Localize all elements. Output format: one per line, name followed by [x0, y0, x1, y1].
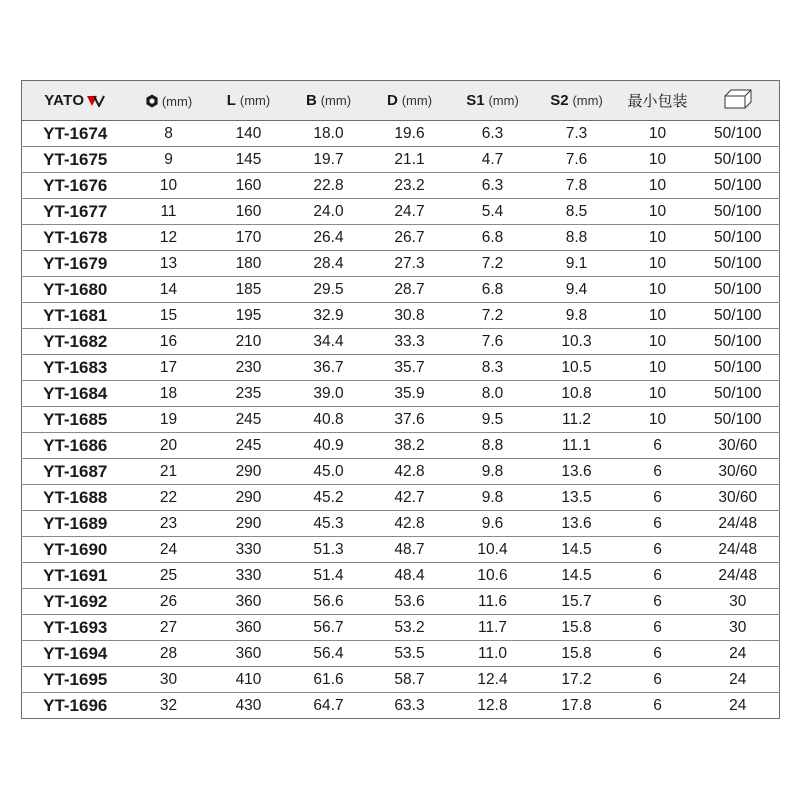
hex-size-cell: 27 — [129, 615, 209, 641]
carton-qty-cell: 24/48 — [697, 563, 780, 589]
dim-s1-cell: 6.8 — [451, 225, 535, 251]
carton-qty-cell: 50/100 — [697, 251, 780, 277]
carton-qty-cell: 30 — [697, 589, 780, 615]
min-pack-cell: 6 — [619, 459, 697, 485]
hex-size-cell: 11 — [129, 199, 209, 225]
hex-size-cell: 22 — [129, 485, 209, 511]
table-row — [22, 121, 780, 147]
table-row — [22, 251, 780, 277]
carton-qty-cell: 50/100 — [697, 277, 780, 303]
dim-s1-cell: 9.6 — [451, 511, 535, 537]
hex-size-cell: 18 — [129, 381, 209, 407]
dim-d-cell: 37.6 — [369, 407, 451, 433]
carton-qty-cell: 30/60 — [697, 485, 780, 511]
model-code-cell: YT-1677 — [22, 199, 129, 225]
hex-size-cell: 12 — [129, 225, 209, 251]
hex-nut-icon — [145, 94, 159, 108]
model-code-cell: YT-1692 — [22, 589, 129, 615]
length-l-cell: 330 — [209, 537, 289, 563]
hex-size-cell: 32 — [129, 693, 209, 719]
header-s1: S1 (mm) — [451, 81, 535, 121]
carton-qty-cell: 24 — [697, 667, 780, 693]
min-pack-cell: 6 — [619, 693, 697, 719]
dim-s2-cell: 14.5 — [535, 563, 619, 589]
dim-s1-cell: 9.8 — [451, 485, 535, 511]
dim-d-cell: 35.7 — [369, 355, 451, 381]
table-row — [22, 511, 780, 537]
model-code-cell: YT-1685 — [22, 407, 129, 433]
hex-size-cell: 16 — [129, 329, 209, 355]
carton-qty-cell: 30 — [697, 615, 780, 641]
dim-b-cell: 36.7 — [289, 355, 369, 381]
min-pack-cell: 6 — [619, 641, 697, 667]
dim-b-cell: 45.3 — [289, 511, 369, 537]
dim-s1-cell: 7.6 — [451, 329, 535, 355]
min-pack-cell: 10 — [619, 225, 697, 251]
model-code-cell: YT-1679 — [22, 251, 129, 277]
dim-s1-cell: 11.7 — [451, 615, 535, 641]
min-pack-cell: 10 — [619, 251, 697, 277]
dim-b-cell: 56.4 — [289, 641, 369, 667]
table-row — [22, 277, 780, 303]
dim-s1-cell: 11.0 — [451, 641, 535, 667]
dim-d-cell: 58.7 — [369, 667, 451, 693]
min-pack-cell: 10 — [619, 303, 697, 329]
model-code-cell: YT-1686 — [22, 433, 129, 459]
dim-s1-cell: 12.8 — [451, 693, 535, 719]
min-pack-cell: 6 — [619, 537, 697, 563]
dim-s2-cell: 17.2 — [535, 667, 619, 693]
brand-name: YATO — [44, 92, 85, 109]
min-pack-cell: 10 — [619, 147, 697, 173]
model-code-cell: YT-1681 — [22, 303, 129, 329]
dim-d-cell: 33.3 — [369, 329, 451, 355]
dim-s1-cell: 10.4 — [451, 537, 535, 563]
table-row — [22, 329, 780, 355]
dim-b-cell: 40.9 — [289, 433, 369, 459]
min-pack-cell: 6 — [619, 563, 697, 589]
dim-s1-cell: 6.3 — [451, 173, 535, 199]
min-pack-cell: 6 — [619, 485, 697, 511]
dim-s2-cell: 9.8 — [535, 303, 619, 329]
hex-size-cell: 9 — [129, 147, 209, 173]
table-row — [22, 563, 780, 589]
dim-d-cell: 35.9 — [369, 381, 451, 407]
hex-size-cell: 20 — [129, 433, 209, 459]
yato-logo — [44, 92, 106, 109]
hex-size-cell: 8 — [129, 121, 209, 147]
model-code-cell: YT-1689 — [22, 511, 129, 537]
table-row — [22, 537, 780, 563]
carton-qty-cell: 24 — [697, 693, 780, 719]
dim-b-cell: 19.7 — [289, 147, 369, 173]
hex-size-cell: 14 — [129, 277, 209, 303]
length-l-cell: 180 — [209, 251, 289, 277]
header-d: D (mm) — [369, 81, 451, 121]
table-row — [22, 589, 780, 615]
carton-qty-cell: 50/100 — [697, 121, 780, 147]
table-row — [22, 173, 780, 199]
dim-s1-cell: 10.6 — [451, 563, 535, 589]
dim-d-cell: 42.7 — [369, 485, 451, 511]
dim-b-cell: 32.9 — [289, 303, 369, 329]
dim-s2-cell: 7.6 — [535, 147, 619, 173]
length-l-cell: 160 — [209, 173, 289, 199]
dim-s2-cell: 15.7 — [535, 589, 619, 615]
table-row — [22, 355, 780, 381]
min-pack-cell: 10 — [619, 407, 697, 433]
min-pack-cell: 10 — [619, 381, 697, 407]
table-row — [22, 615, 780, 641]
table-row — [22, 459, 780, 485]
dim-d-cell: 48.7 — [369, 537, 451, 563]
dim-s1-cell: 4.7 — [451, 147, 535, 173]
hex-size-cell: 21 — [129, 459, 209, 485]
carton-qty-cell: 50/100 — [697, 381, 780, 407]
dim-s2-cell: 13.5 — [535, 485, 619, 511]
dim-d-cell: 53.5 — [369, 641, 451, 667]
header-b: B (mm) — [289, 81, 369, 121]
dim-s2-cell: 13.6 — [535, 511, 619, 537]
dim-s2-cell: 7.3 — [535, 121, 619, 147]
model-code-cell: YT-1678 — [22, 225, 129, 251]
min-pack-cell: 10 — [619, 173, 697, 199]
dim-s2-cell: 15.8 — [535, 641, 619, 667]
dim-d-cell: 19.6 — [369, 121, 451, 147]
min-pack-cell: 6 — [619, 433, 697, 459]
dim-s1-cell: 7.2 — [451, 303, 535, 329]
length-l-cell: 145 — [209, 147, 289, 173]
dim-s1-cell: 8.0 — [451, 381, 535, 407]
length-l-cell: 245 — [209, 407, 289, 433]
dim-s2-cell: 14.5 — [535, 537, 619, 563]
model-code-cell: YT-1680 — [22, 277, 129, 303]
length-l-cell: 170 — [209, 225, 289, 251]
carton-qty-cell: 24/48 — [697, 511, 780, 537]
dim-d-cell: 24.7 — [369, 199, 451, 225]
dim-b-cell: 29.5 — [289, 277, 369, 303]
dim-s2-cell: 11.2 — [535, 407, 619, 433]
hex-size-cell: 10 — [129, 173, 209, 199]
length-l-cell: 210 — [209, 329, 289, 355]
length-l-cell: 245 — [209, 433, 289, 459]
dim-d-cell: 53.6 — [369, 589, 451, 615]
dim-b-cell: 18.0 — [289, 121, 369, 147]
dim-s2-cell: 15.8 — [535, 615, 619, 641]
table-header-row — [22, 81, 780, 121]
header-s2: S2 (mm) — [535, 81, 619, 121]
model-code-cell: YT-1694 — [22, 641, 129, 667]
spec-table — [21, 80, 780, 719]
table-row — [22, 199, 780, 225]
length-l-cell: 235 — [209, 381, 289, 407]
hex-size-cell: 19 — [129, 407, 209, 433]
carton-qty-cell: 50/100 — [697, 355, 780, 381]
dim-s1-cell: 11.6 — [451, 589, 535, 615]
min-pack-cell: 10 — [619, 329, 697, 355]
carton-qty-cell: 50/100 — [697, 329, 780, 355]
dim-b-cell: 22.8 — [289, 173, 369, 199]
model-code-cell: YT-1675 — [22, 147, 129, 173]
length-l-cell: 360 — [209, 615, 289, 641]
model-code-cell: YT-1674 — [22, 121, 129, 147]
hex-size-cell: 30 — [129, 667, 209, 693]
hex-size-cell: 28 — [129, 641, 209, 667]
length-l-cell: 140 — [209, 121, 289, 147]
carton-qty-cell: 50/100 — [697, 147, 780, 173]
model-code-cell: YT-1687 — [22, 459, 129, 485]
dim-d-cell: 48.4 — [369, 563, 451, 589]
length-l-cell: 195 — [209, 303, 289, 329]
dim-s1-cell: 8.8 — [451, 433, 535, 459]
dim-d-cell: 28.7 — [369, 277, 451, 303]
min-pack-cell: 6 — [619, 667, 697, 693]
dim-d-cell: 42.8 — [369, 511, 451, 537]
carton-qty-cell: 50/100 — [697, 225, 780, 251]
dim-b-cell: 51.3 — [289, 537, 369, 563]
table-row — [22, 407, 780, 433]
dim-b-cell: 61.6 — [289, 667, 369, 693]
dim-s1-cell: 5.4 — [451, 199, 535, 225]
dim-s2-cell: 9.1 — [535, 251, 619, 277]
dim-s2-cell: 10.8 — [535, 381, 619, 407]
carton-qty-cell: 50/100 — [697, 173, 780, 199]
length-l-cell: 160 — [209, 199, 289, 225]
min-pack-cell: 10 — [619, 199, 697, 225]
dim-s1-cell: 9.5 — [451, 407, 535, 433]
dim-b-cell: 34.4 — [289, 329, 369, 355]
dim-s1-cell: 6.8 — [451, 277, 535, 303]
dim-s2-cell: 13.6 — [535, 459, 619, 485]
hex-size-cell: 25 — [129, 563, 209, 589]
model-code-cell: YT-1693 — [22, 615, 129, 641]
header-carton — [697, 81, 780, 121]
hex-size-cell: 15 — [129, 303, 209, 329]
dim-d-cell: 53.2 — [369, 615, 451, 641]
length-l-cell: 430 — [209, 693, 289, 719]
dim-d-cell: 23.2 — [369, 173, 451, 199]
model-code-cell: YT-1688 — [22, 485, 129, 511]
carton-qty-cell: 50/100 — [697, 199, 780, 225]
table-row — [22, 667, 780, 693]
dim-s1-cell: 7.2 — [451, 251, 535, 277]
dim-s2-cell: 10.3 — [535, 329, 619, 355]
brand-header — [22, 81, 129, 121]
dim-d-cell: 63.3 — [369, 693, 451, 719]
length-l-cell: 290 — [209, 485, 289, 511]
hex-size-cell: 17 — [129, 355, 209, 381]
dim-s1-cell: 6.3 — [451, 121, 535, 147]
dim-s2-cell: 10.5 — [535, 355, 619, 381]
yato-chevron-icon — [86, 95, 106, 107]
hex-size-cell: 13 — [129, 251, 209, 277]
carton-qty-cell: 24/48 — [697, 537, 780, 563]
min-pack-cell: 10 — [619, 355, 697, 381]
model-code-cell: YT-1676 — [22, 173, 129, 199]
dim-s1-cell: 9.8 — [451, 459, 535, 485]
length-l-cell: 410 — [209, 667, 289, 693]
length-l-cell: 185 — [209, 277, 289, 303]
header-l: L (mm) — [209, 81, 289, 121]
dim-s2-cell: 7.8 — [535, 173, 619, 199]
dim-b-cell: 24.0 — [289, 199, 369, 225]
dim-s2-cell: 8.8 — [535, 225, 619, 251]
dim-s2-cell: 11.1 — [535, 433, 619, 459]
hex-size-cell: 23 — [129, 511, 209, 537]
length-l-cell: 230 — [209, 355, 289, 381]
length-l-cell: 290 — [209, 511, 289, 537]
length-l-cell: 360 — [209, 641, 289, 667]
dim-b-cell: 56.7 — [289, 615, 369, 641]
header-hex-size: (mm) — [129, 81, 209, 121]
table-body — [22, 121, 780, 719]
hex-size-cell: 24 — [129, 537, 209, 563]
dim-d-cell: 42.8 — [369, 459, 451, 485]
header-min-pack: 最小包装 — [619, 81, 697, 121]
dim-s1-cell: 8.3 — [451, 355, 535, 381]
dim-b-cell: 45.0 — [289, 459, 369, 485]
table-row — [22, 303, 780, 329]
min-pack-cell: 6 — [619, 589, 697, 615]
carton-box-icon — [723, 88, 753, 110]
carton-qty-cell: 24 — [697, 641, 780, 667]
length-l-cell: 330 — [209, 563, 289, 589]
table-row — [22, 381, 780, 407]
min-pack-cell: 6 — [619, 511, 697, 537]
dim-b-cell: 56.6 — [289, 589, 369, 615]
dim-b-cell: 45.2 — [289, 485, 369, 511]
table-row — [22, 225, 780, 251]
carton-qty-cell: 30/60 — [697, 433, 780, 459]
dim-b-cell: 51.4 — [289, 563, 369, 589]
model-code-cell: YT-1684 — [22, 381, 129, 407]
dim-d-cell: 30.8 — [369, 303, 451, 329]
model-code-cell: YT-1696 — [22, 693, 129, 719]
dim-d-cell: 38.2 — [369, 433, 451, 459]
carton-qty-cell: 50/100 — [697, 303, 780, 329]
dim-b-cell: 39.0 — [289, 381, 369, 407]
min-pack-cell: 10 — [619, 121, 697, 147]
dim-d-cell: 21.1 — [369, 147, 451, 173]
dim-d-cell: 26.7 — [369, 225, 451, 251]
table-row — [22, 147, 780, 173]
carton-qty-cell: 30/60 — [697, 459, 780, 485]
length-l-cell: 360 — [209, 589, 289, 615]
model-code-cell: YT-1690 — [22, 537, 129, 563]
dim-b-cell: 64.7 — [289, 693, 369, 719]
model-code-cell: YT-1683 — [22, 355, 129, 381]
min-pack-cell: 10 — [619, 277, 697, 303]
dim-s2-cell: 9.4 — [535, 277, 619, 303]
dim-s2-cell: 17.8 — [535, 693, 619, 719]
dim-b-cell: 28.4 — [289, 251, 369, 277]
table-row — [22, 641, 780, 667]
dim-d-cell: 27.3 — [369, 251, 451, 277]
carton-qty-cell: 50/100 — [697, 407, 780, 433]
table-row — [22, 693, 780, 719]
table-row — [22, 485, 780, 511]
hex-size-cell: 26 — [129, 589, 209, 615]
dim-b-cell: 26.4 — [289, 225, 369, 251]
min-pack-cell: 6 — [619, 615, 697, 641]
dim-s2-cell: 8.5 — [535, 199, 619, 225]
table-row — [22, 433, 780, 459]
model-code-cell: YT-1695 — [22, 667, 129, 693]
length-l-cell: 290 — [209, 459, 289, 485]
dim-b-cell: 40.8 — [289, 407, 369, 433]
dim-s1-cell: 12.4 — [451, 667, 535, 693]
model-code-cell: YT-1691 — [22, 563, 129, 589]
spec-sheet — [21, 80, 779, 719]
model-code-cell: YT-1682 — [22, 329, 129, 355]
